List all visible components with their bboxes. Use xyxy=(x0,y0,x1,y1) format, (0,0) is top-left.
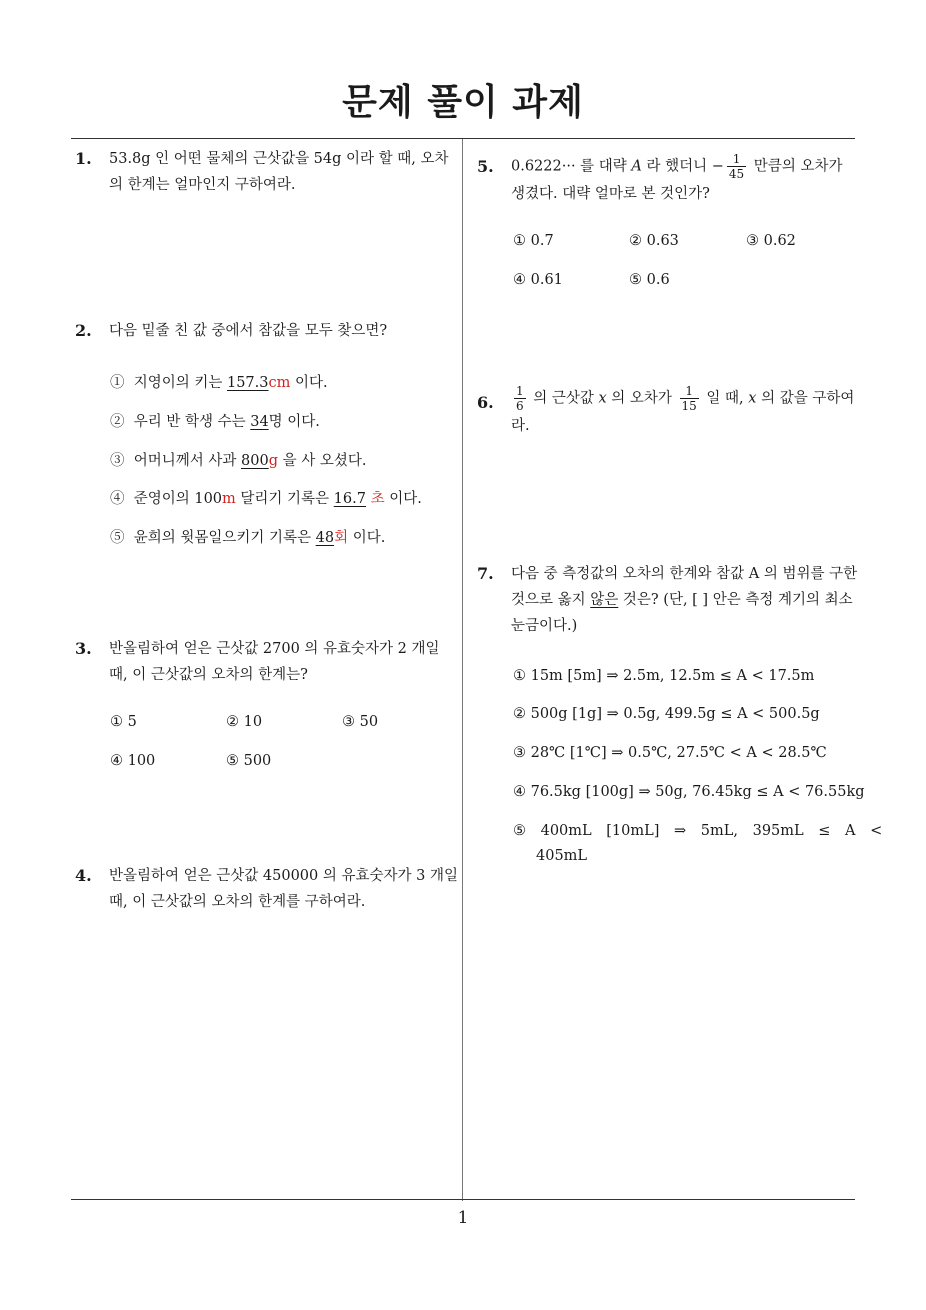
choice-2-4: ④ 준영이의 100m 달리기 기록은 16.7 초 이다. xyxy=(110,491,422,507)
problem-number: 2. xyxy=(75,321,92,340)
page-number: 1 xyxy=(457,1208,469,1228)
choice-2-3: ③ 어머니께서 사과 800g 을 사 오셨다. xyxy=(110,453,367,469)
fraction: $\frac{1}{45}$ xyxy=(728,152,745,181)
problem-number: 1. xyxy=(75,149,92,168)
choice-7-4: ④ 76.5kg [100g] ⇒ 50g, 76.45kg ≤ A < 76.55kg xyxy=(513,784,865,800)
problem-text: 0.6222··· 를 대략 A 라 했더니 − $\frac{1}{45}$ 만큼의 오차가 생겼다. 대략 얼마로 본 것인가? xyxy=(511,152,843,202)
choice-3-2: ② 10 xyxy=(226,714,263,730)
choice-5-1: ① 0.7 xyxy=(513,233,554,249)
problem-number: 6. xyxy=(477,393,494,412)
problem-1 xyxy=(75,146,458,198)
choice-2-1: ① 지영이의 키는 157.3cm 이다. xyxy=(110,375,328,391)
problem-6 xyxy=(477,384,859,439)
problem-text: 53.8g 인 어떤 물체의 근삿값을 54g 이라 할 때, 오차의 한계는 얼마인지 구하여라. xyxy=(109,151,449,193)
problem-number: 5. xyxy=(477,157,494,176)
choice-7-3: ③ 28℃ [1℃] ⇒ 0.5℃, 27.5℃ < A < 28.5℃ xyxy=(513,745,827,761)
problem-text: 다음 중 측정값의 오차의 한계와 참값 A 의 범위를 구한 것으로 옳지 않은 것은? (단, [ ] 안은 측정 계기의 최소 눈금이다.) xyxy=(511,566,858,634)
choice-5-4: ④ 0.61 xyxy=(513,272,563,288)
choice-5-5: ⑤ 0.6 xyxy=(629,272,670,288)
problem-text: 반올림하여 얻은 근삿값 2700 의 유효숫자가 2 개일 때, 이 근삿값의 오차의 한계는? xyxy=(109,641,440,683)
choice-3-1: ① 5 xyxy=(110,714,137,730)
problem-7 xyxy=(477,561,859,639)
fraction: $\frac{1}{15}$ xyxy=(681,384,697,413)
choice-3-3: ③ 50 xyxy=(342,714,379,730)
page-title: 문제 풀이 과제 xyxy=(342,82,584,123)
choice-2-5: ⑤ 윤희의 윗몸일으키기 기록은 48회 이다. xyxy=(110,530,386,546)
choice-7-1: ① 15m [5m] ⇒ 2.5m, 12.5m ≤ A < 17.5m xyxy=(513,668,815,684)
problem-text: 다음 밑줄 친 값 중에서 참값을 모두 찾으면? xyxy=(109,323,388,339)
choice-5-2: ② 0.63 xyxy=(629,233,679,249)
problem-number: 3. xyxy=(75,639,92,658)
choice-7-5: ⑤ 400mL [10mL] ⇒ 5mL, 395mL ≤ A < xyxy=(513,823,883,839)
problem-number: 4. xyxy=(75,866,92,885)
problem-2 xyxy=(75,318,458,344)
top-divider xyxy=(71,138,855,139)
choice-2-2: ② 우리 반 학생 수는 34명 이다. xyxy=(110,414,320,430)
problem-text: 반올림하여 얻은 근삿값 450000 의 유효숫자가 3 개일 때, 이 근삿값의 오차의 한계를 구하여라. xyxy=(109,868,458,910)
bottom-divider xyxy=(71,1199,855,1200)
problem-3 xyxy=(75,636,458,688)
problem-4 xyxy=(75,863,458,915)
problem-number: 7. xyxy=(477,564,494,583)
choice-3-4: ④ 100 xyxy=(110,753,156,769)
column-divider xyxy=(462,139,463,1201)
problem-text: $\frac{1}{6}$ 의 근삿값 x 의 오차가 $\frac{1}{15}$ 일 때, x 의 값을 구하여라. xyxy=(511,384,855,434)
fraction: $\frac{1}{6}$ xyxy=(516,384,524,413)
problem-5 xyxy=(477,152,859,207)
choice-7-5-continued: 405mL xyxy=(536,848,588,864)
choice-5-3: ③ 0.62 xyxy=(746,233,796,249)
choice-3-5: ⑤ 500 xyxy=(226,753,272,769)
choice-7-2: ② 500g [1g] ⇒ 0.5g, 499.5g ≤ A < 500.5g xyxy=(513,706,820,722)
